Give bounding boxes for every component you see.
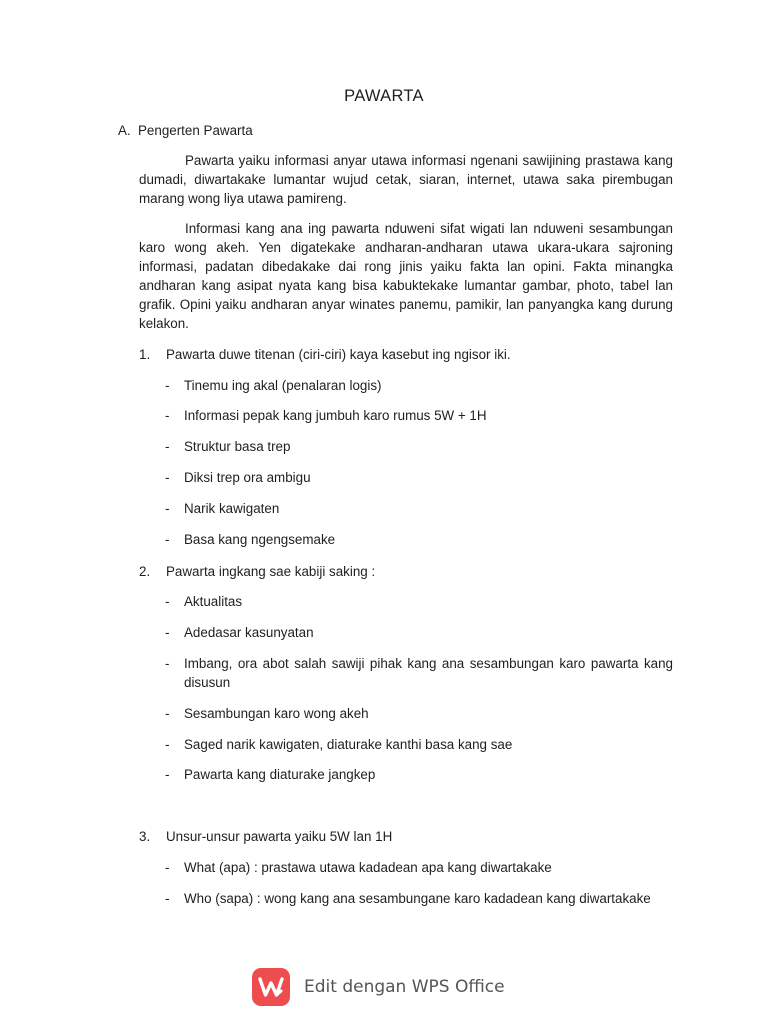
- list-item-text: Adedasar kasunyatan: [184, 625, 314, 640]
- list-item-text: Informasi pepak kang jumbuh karo rumus 5W + 1H: [184, 408, 487, 423]
- bullet-dash: -: [165, 860, 170, 875]
- list-item: [165, 406, 673, 425]
- bullet-dash: -: [165, 656, 170, 671]
- list-number: 1.: [139, 347, 151, 362]
- bullet-dash: -: [165, 706, 170, 721]
- list-item: [165, 889, 673, 908]
- list-heading-text: Unsur-unsur pawarta yaiku 5W lan 1H: [166, 829, 393, 844]
- list-item: [165, 704, 673, 723]
- list-item: [165, 499, 673, 518]
- list-number: 3.: [139, 829, 151, 844]
- list-item-text: Tinemu ing akal (penalaran logis): [184, 378, 382, 393]
- bullet-dash: -: [165, 594, 170, 609]
- wps-edit-label[interactable]: Edit dengan WPS Office: [304, 976, 505, 997]
- paragraph-fact-opinion: Informasi kang ana ing pawarta nduweni sifat wigati lan nduweni sesambungan karo wong akeh. Yen digatekake andharan-andharan utawa ukara-ukara sajroning informasi, padatan dibedakake dai rong jinis yaiku fakta lan opini. Fakta minangka andharan kang asipat nyata kang bisa kabuktekake lumantar gambar, photo, tabel lan grafik. Opini yaiku andharan anyar winates panemu, pamikir, lan panyangka kang durung kelakon.: [139, 221, 673, 331]
- list-item-text: Diksi trep ora ambigu: [184, 470, 311, 485]
- list-item-text: Aktualitas: [184, 594, 243, 609]
- list-item-text: Struktur basa trep: [184, 439, 291, 454]
- list-item-text: Who (sapa) : wong kang ana sesambungane karo kadadean kang diwartakake: [184, 891, 651, 906]
- list-item-text: Pawarta kang diaturake jangkep: [184, 767, 376, 782]
- list-item-text: Narik kawigaten: [184, 501, 280, 516]
- bullet-dash: -: [165, 532, 170, 547]
- list-item-text: Basa kang ngengsemake: [184, 532, 336, 547]
- list-heading-3: [139, 827, 392, 846]
- paragraph-definition: Pawarta yaiku informasi anyar utawa informasi ngenani sawijining prastawa kang dumadi, diwartakake lumantar wujud cetak, siaran, internet, utawa saka pirembugan marang wong liya utawa pamireng.: [139, 153, 673, 206]
- bullet-dash: -: [165, 439, 170, 454]
- wps-office-logo-icon: [252, 968, 290, 1006]
- bullet-dash: -: [165, 767, 170, 782]
- list-item: [165, 592, 673, 611]
- list-heading-text: Pawarta ingkang sae kabiji saking :: [166, 564, 376, 579]
- list-heading-text: Pawarta duwe titenan (ciri-ciri) kaya kasebut ing ngisor iki.: [166, 347, 511, 362]
- bullet-dash: -: [165, 470, 170, 485]
- list-item-text: Saged narik kawigaten, diaturake kanthi basa kang sae: [184, 737, 513, 752]
- list-item: [165, 468, 673, 487]
- list-item-text: Imbang, ora abot salah sawiji pihak kang ana sesambungan karo pawarta kang disusun: [184, 656, 673, 690]
- bullet-dash: -: [165, 408, 170, 423]
- bullet-dash: -: [165, 501, 170, 516]
- bullet-dash: -: [165, 625, 170, 640]
- list-item: [165, 530, 673, 549]
- bullet-dash: -: [165, 378, 170, 393]
- list-heading-2: [139, 562, 375, 581]
- document-title: PAWARTA: [344, 87, 424, 105]
- list-item: [165, 765, 673, 784]
- list-item: [165, 437, 673, 456]
- list-item: [165, 623, 673, 642]
- list-item-text: What (apa) : prastawa utawa kadadean apa kang diwartakake: [184, 860, 552, 875]
- wps-edit-banner[interactable]: [252, 968, 505, 1006]
- bullet-dash: -: [165, 737, 170, 752]
- section-heading: [118, 121, 253, 140]
- list-item: [165, 735, 673, 754]
- list-item-text: Sesambungan karo wong akeh: [184, 706, 369, 721]
- bullet-dash: -: [165, 891, 170, 906]
- list-item: [165, 654, 673, 692]
- list-number: 2.: [139, 564, 151, 579]
- list-item: [165, 858, 673, 877]
- section-title: Pengerten Pawarta: [138, 123, 253, 138]
- list-item: [165, 376, 673, 395]
- list-heading-1: [139, 345, 511, 364]
- section-label: A.: [118, 123, 131, 138]
